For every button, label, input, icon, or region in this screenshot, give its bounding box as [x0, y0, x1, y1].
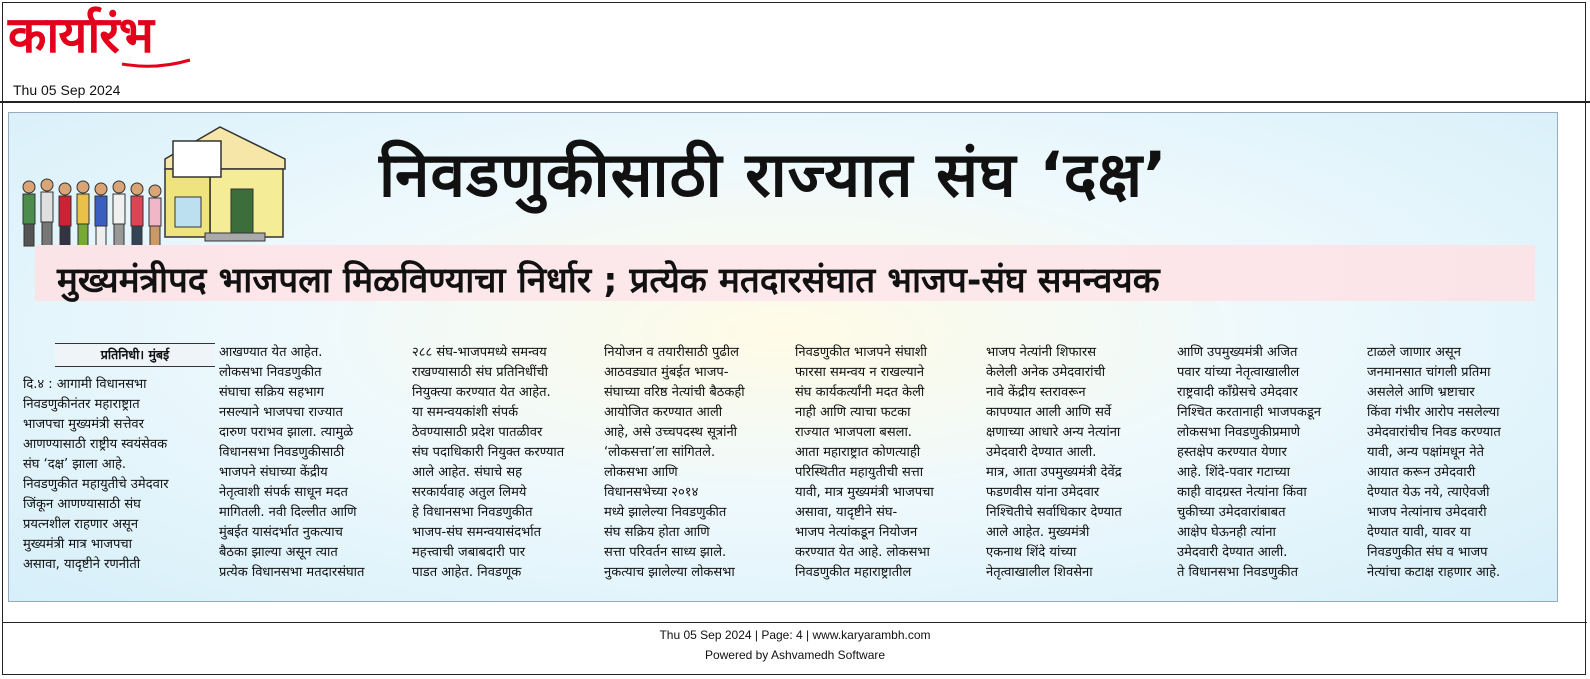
- news-clipping: [8, 112, 1558, 602]
- subheadline: मुख्यमंत्रीपद भाजपला मिळविण्याचा निर्धार ; प्रत्येक मतदारसंघात भाजप-संघ समन्वयक: [57, 261, 1160, 301]
- voters-house-illustration: [15, 119, 305, 255]
- column-text: निवडणुकीत भाजपने संघाशी फारसा समन्वय न राखल्याने संघ कार्यकर्त्यांनी मदत केली नाही आणि त्याचा फटका राज्यात भाजपला बसला. आता महाराष्ट्रात कोणत्याही परिस्थितीत महायुतीची सत्ता यावी, मात्र मुख्यमंत्री भाजपचा असावा, यादृष्टीने संघ- भाजप नेत्यांकडून नियोजन करण्यात येत आहे. लोकसभा निवडणुकीत महाराष्ट्रातील: [795, 345, 934, 580]
- masthead: [0, 0, 1590, 103]
- article-column-8: [1367, 343, 1547, 583]
- column-text: २८८ संघ-भाजपमध्ये समन्वय राखण्यासाठी संघ प्रतिनिधींची नियुक्त्या करण्यात येत आहेत. या समन्वयकांशी संपर्क ठेवण्यासाठी प्रदेश पातळीवर संघ पदाधिकारी नियुक्त करण्यात आले आहेत. संघाचे सह सरकार्यवाह अतुल लिमये हे विधानसभा निवडणुकीत भाजप-संघ समन्वयासंदर्भात महत्त्वाची जबाबदारी पार पाडत आहेत. निवडणूक: [412, 345, 565, 580]
- footer-info: Thu 05 Sep 2024 | Page: 4 | www.karyarambh.com: [659, 628, 931, 642]
- column-text: दि.४ : आगामी विधानसभा निवडणुकीनंतर महाराष्ट्रात भाजपचा मुख्यमंत्री सत्तेवर आणण्यासाठी राष्ट्रीय स्वयंसेवक संघ ‘दक्ष’ झाला आहे. निवडणुकीत महायुतीचे उमेदवार जिंकून आणण्यासाठी संघ प्रयत्नशील राहणार असून मुख्यमंत्री मात्र भाजपचा असावा, यादृष्टीने रणनीती: [23, 377, 169, 572]
- logo-swoosh-icon: [120, 58, 192, 68]
- article-column-6: [986, 343, 1166, 583]
- article-column-3: [412, 343, 592, 583]
- byline: [55, 343, 215, 367]
- column-text: आखण्यात येत आहेत. लोकसभा निवडणुकीत संघाचा सक्रिय सहभाग नसल्याने भाजपचा राज्यात दारुण पराभव झाला. त्यामुळे विधानसभा निवडणुकीसाठी भाजपने संघाच्या केंद्रीय नेतृत्वाशी संपर्क साधून मदत मागितली. नवी दिल्लीत आणि मुंबईत यासंदर्भात नुकत्याच बैठका झाल्या असून त्यात प्रत्येक विधानसभा मतदारसंघात: [219, 345, 365, 580]
- article-column-4: [604, 343, 784, 583]
- column-text: आणि उपमुख्यमंत्री अजित पवार यांच्या नेतृत्वाखालील राष्ट्रवादी काँग्रेसचे उमेदवार निश्चित करतानाही भाजपकडून लोकसभा निवडणुकीप्रमाणे हस्तक्षेप करण्यात येणार आहे. शिंदे-पवार गटाच्या काही वादग्रस्त नेत्यांना किंवा चुकीच्या उमेदवारांबाबत आक्षेप घेऊनही त्यांना उमेदवारी देण्यात आली. ते विधानसभा निवडणुकीत: [1177, 345, 1322, 580]
- column-text: नियोजन व तयारीसाठी पुढील आठवड्यात मुंबईत भाजप- संघाच्या वरिष्ठ नेत्यांची बैठकही आयोजित करण्यात आली आहे, असे उच्चपदस्थ सूत्रांनी ‘लोकसत्ता’ला सांगितले. लोकसभा आणि विधानसभेच्या २०१४ मध्ये झालेल्या निवडणुकीत संघ सक्रिय होता आणि सत्ता परिवर्तन साध्य झाले. नुकत्याच झालेल्या लोकसभा: [604, 345, 745, 580]
- article-column-2: [219, 343, 399, 583]
- edition-date: Thu 05 Sep 2024: [13, 82, 121, 98]
- column-text: भाजप नेत्यांनी शिफारस केलेली अनेक उमेदवारांची नावे केंद्रीय स्तरावरून कापण्यात आली आणि सर्वे क्षणाच्या आधारे अन्य नेत्यांना उमेदवारी देण्यात आली. मात्र, आता उपमुख्यमंत्री देवेंद्र फडणवीस यांना उमेदवार निश्चितीचे सर्वाधिकार देण्यात आले आहेत. मुख्यमंत्री एकनाथ शिंदे यांच्या नेतृत्वाखालील शिवसेना: [986, 345, 1122, 580]
- footer-divider: [3, 622, 1587, 623]
- byline-text: प्रतिनिधी। मुंबई: [100, 347, 170, 362]
- article-column-5: [795, 343, 975, 583]
- column-text: टाळले जाणार असून जनमानसात चांगली प्रतिमा असलेले आणि भ्रष्टाचार किंवा गंभीर आरोप नसलेल्या उमेदवारांचीच निवड करण्यात यावी, अन्य पक्षांमधून नेते आयात करून उमेदवारी देण्यात येऊ नये, त्याऐवजी भाजप नेत्यांनाच उमेदवारी देण्यात यावी, यावर या निवडणुकीत संघ व भाजप नेत्यांचा कटाक्ष राहणार आहे.: [1367, 345, 1501, 580]
- article-column-7: [1177, 343, 1357, 583]
- logo[interactable]: कार्यारंभ: [8, 6, 153, 64]
- headline: निवडणुकीसाठी राज्यात संघ ‘दक्ष’: [379, 138, 1168, 211]
- footer-powered-by: Powered by Ashvamedh Software: [704, 648, 886, 662]
- article-column-1: [23, 375, 203, 575]
